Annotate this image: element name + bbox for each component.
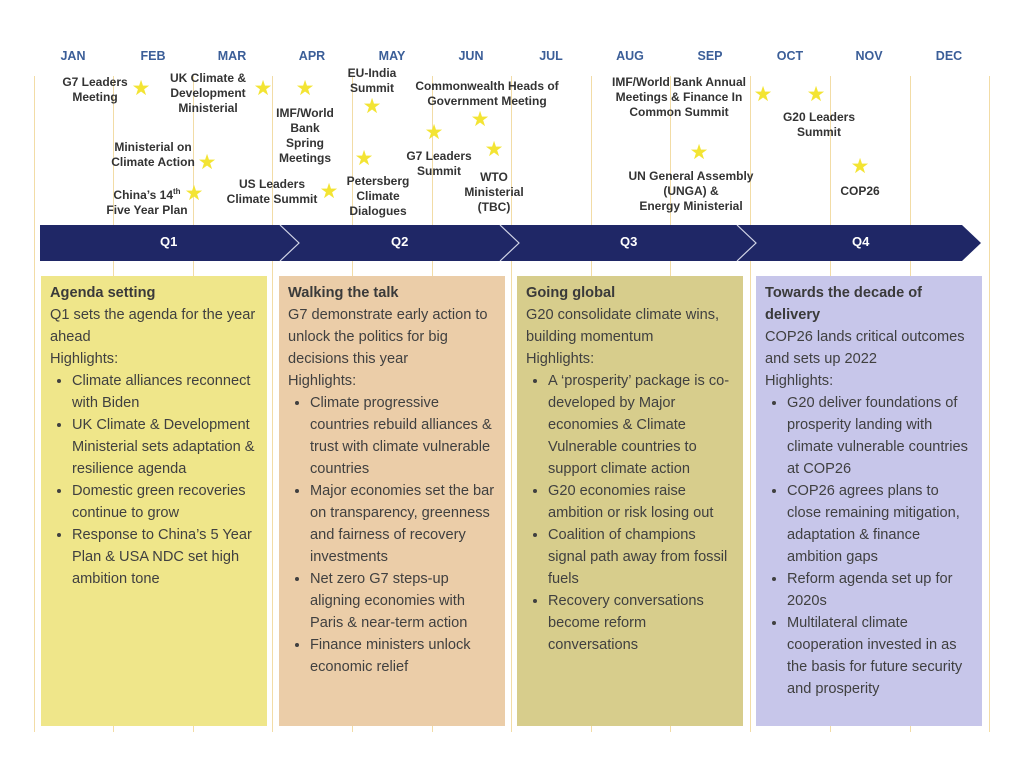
star-icon: ★ (806, 83, 826, 106)
month-nov: NOV (855, 49, 883, 63)
gridline (989, 76, 990, 732)
highlight-item: • Net zero G7 steps-up aligning economies with Paris & near-term action (310, 568, 497, 634)
box-title: Towards the decade of delivery (765, 285, 923, 323)
highlight-item: • Climate progressive countries rebuild alliances & trust with climate vulnerable countries (310, 392, 497, 480)
event-g7-leaders-summit: G7 Leaders Summit (406, 149, 472, 178)
highlight-item: • Coalition of champions signal path away from fossil fuels (548, 524, 735, 590)
month-jan: JAN (60, 49, 86, 63)
box-title: Going global (526, 285, 616, 301)
event-us-leaders-climate-summit: US Leaders Climate Summit (226, 177, 318, 206)
event-commonwealth-heads-meeting: Commonwealth Heads of Government Meeting (415, 79, 559, 108)
event-g7-leaders-meeting: G7 Leaders Meeting (62, 75, 128, 104)
highlights-list (765, 392, 974, 700)
star-icon: ★ (362, 95, 382, 118)
quarter-label-q1: Q1 (160, 234, 178, 249)
month-sep: SEP (697, 49, 723, 63)
event-china-14th-five-year-plan: China’s 14th Five Year Plan (106, 187, 188, 217)
star-icon: ★ (184, 182, 204, 205)
star-icon: ★ (424, 121, 444, 144)
event-cop26: COP26 (840, 184, 880, 198)
star-icon: ★ (253, 77, 273, 100)
gridline (272, 76, 273, 732)
box-subtitle: G7 demonstrate early action to unlock the politics for big decisions this year (288, 307, 488, 367)
highlight-item: • Climate alliances reconnect with Biden (72, 370, 259, 414)
month-oct: OCT (776, 49, 804, 63)
highlight-item: • Multilateral climate cooperation invested in as the basis for future security and prosperity (787, 612, 974, 700)
highlights-label: Highlights: (526, 351, 595, 367)
highlights-list (288, 392, 497, 678)
highlight-item: • Response to China’s 5 Year Plan & USA NDC set high ambition tone (72, 524, 259, 590)
month-mar: MAR (217, 49, 247, 63)
month-apr: APR (298, 49, 326, 63)
star-icon: ★ (131, 77, 151, 100)
highlight-item: • Domestic green recoveries continue to grow (72, 480, 259, 524)
event-ministerial-on-climate-action: Ministerial on Climate Action (111, 140, 195, 169)
box-subtitle: G20 consolidate climate wins, building momentum (526, 307, 720, 345)
highlight-item: • Recovery conversations become reform conversations (548, 590, 735, 656)
highlight-item: • UK Climate & Development Ministerial sets adaptation & resilience agenda (72, 414, 259, 480)
month-feb: FEB (140, 49, 166, 63)
quarter-timeline-arrow (40, 225, 984, 261)
highlight-item: • Finance ministers unlock economic relief (310, 634, 497, 678)
q3-box (517, 276, 743, 726)
event-uk-climate-development-ministerial: UK Climate & Development Ministerial (169, 71, 246, 115)
event-petersberg-climate-dialogues: Petersberg Climate Dialogues (346, 174, 410, 218)
highlights-label: Highlights: (288, 373, 357, 389)
quarter-label-q3: Q3 (620, 234, 638, 249)
highlight-item: • Major economies set the bar on transparency, greenness and fairness of recovery investments (310, 480, 497, 568)
highlight-item: • A ‘prosperity’ package is co-developed by Major economies & Climate Vulnerable countries to support climate action (548, 370, 735, 480)
star-icon: ★ (753, 83, 773, 106)
star-icon: ★ (484, 138, 504, 161)
event-unga-energy-ministerial: UN General Assembly (UNGA) & Energy Ministerial (628, 169, 754, 213)
box-title: Agenda setting (50, 285, 156, 301)
month-may: MAY (378, 49, 406, 63)
star-icon: ★ (689, 141, 709, 164)
quarter-label-q2: Q2 (391, 234, 409, 249)
star-icon: ★ (470, 108, 490, 131)
highlight-item: • Reform agenda set up for 2020s (787, 568, 974, 612)
month-jun: JUN (458, 49, 484, 63)
highlight-item: • G20 deliver foundations of prosperity landing with climate vulnerable countries at COP26 (787, 392, 974, 480)
highlights-list (50, 370, 259, 590)
event-imf-world-bank-spring-meetings: IMF/World Bank Spring Meetings (276, 106, 334, 165)
star-icon: ★ (354, 147, 374, 170)
star-icon: ★ (319, 180, 339, 203)
star-icon: ★ (850, 155, 870, 178)
highlight-item: • COP26 agrees plans to close remaining mitigation, adaptation & finance ambition gaps (787, 480, 974, 568)
q1-box (41, 276, 267, 726)
month-dec: DEC (935, 49, 963, 63)
box-title: Walking the talk (288, 285, 399, 301)
highlight-item: • G20 economies raise ambition or risk losing out (548, 480, 735, 524)
star-icon: ★ (197, 151, 217, 174)
q4-box (756, 276, 982, 726)
arrow-band (40, 225, 981, 261)
event-imf-world-bank-annual-meetings: IMF/World Bank Annual Meetings & Finance In Common Summit (612, 75, 746, 119)
star-icon: ★ (295, 77, 315, 100)
highlights-label: Highlights: (765, 373, 834, 389)
month-jul: JUL (539, 49, 563, 63)
highlights-list (526, 370, 735, 656)
event-g20-leaders-summit: G20 Leaders Summit (782, 110, 856, 139)
box-subtitle: Q1 sets the agenda for the year ahead (50, 307, 256, 345)
event-wto-ministerial: WTO Ministerial (TBC) (464, 170, 524, 214)
gridline (34, 76, 35, 732)
box-subtitle: COP26 lands critical outcomes and sets up 2022 (765, 329, 965, 367)
highlights-label: Highlights: (50, 351, 119, 367)
quarter-label-q4: Q4 (852, 234, 870, 249)
month-aug: AUG (616, 49, 644, 63)
event-eu-india-summit: EU-India Summit (347, 66, 397, 95)
q2-box (279, 276, 505, 726)
